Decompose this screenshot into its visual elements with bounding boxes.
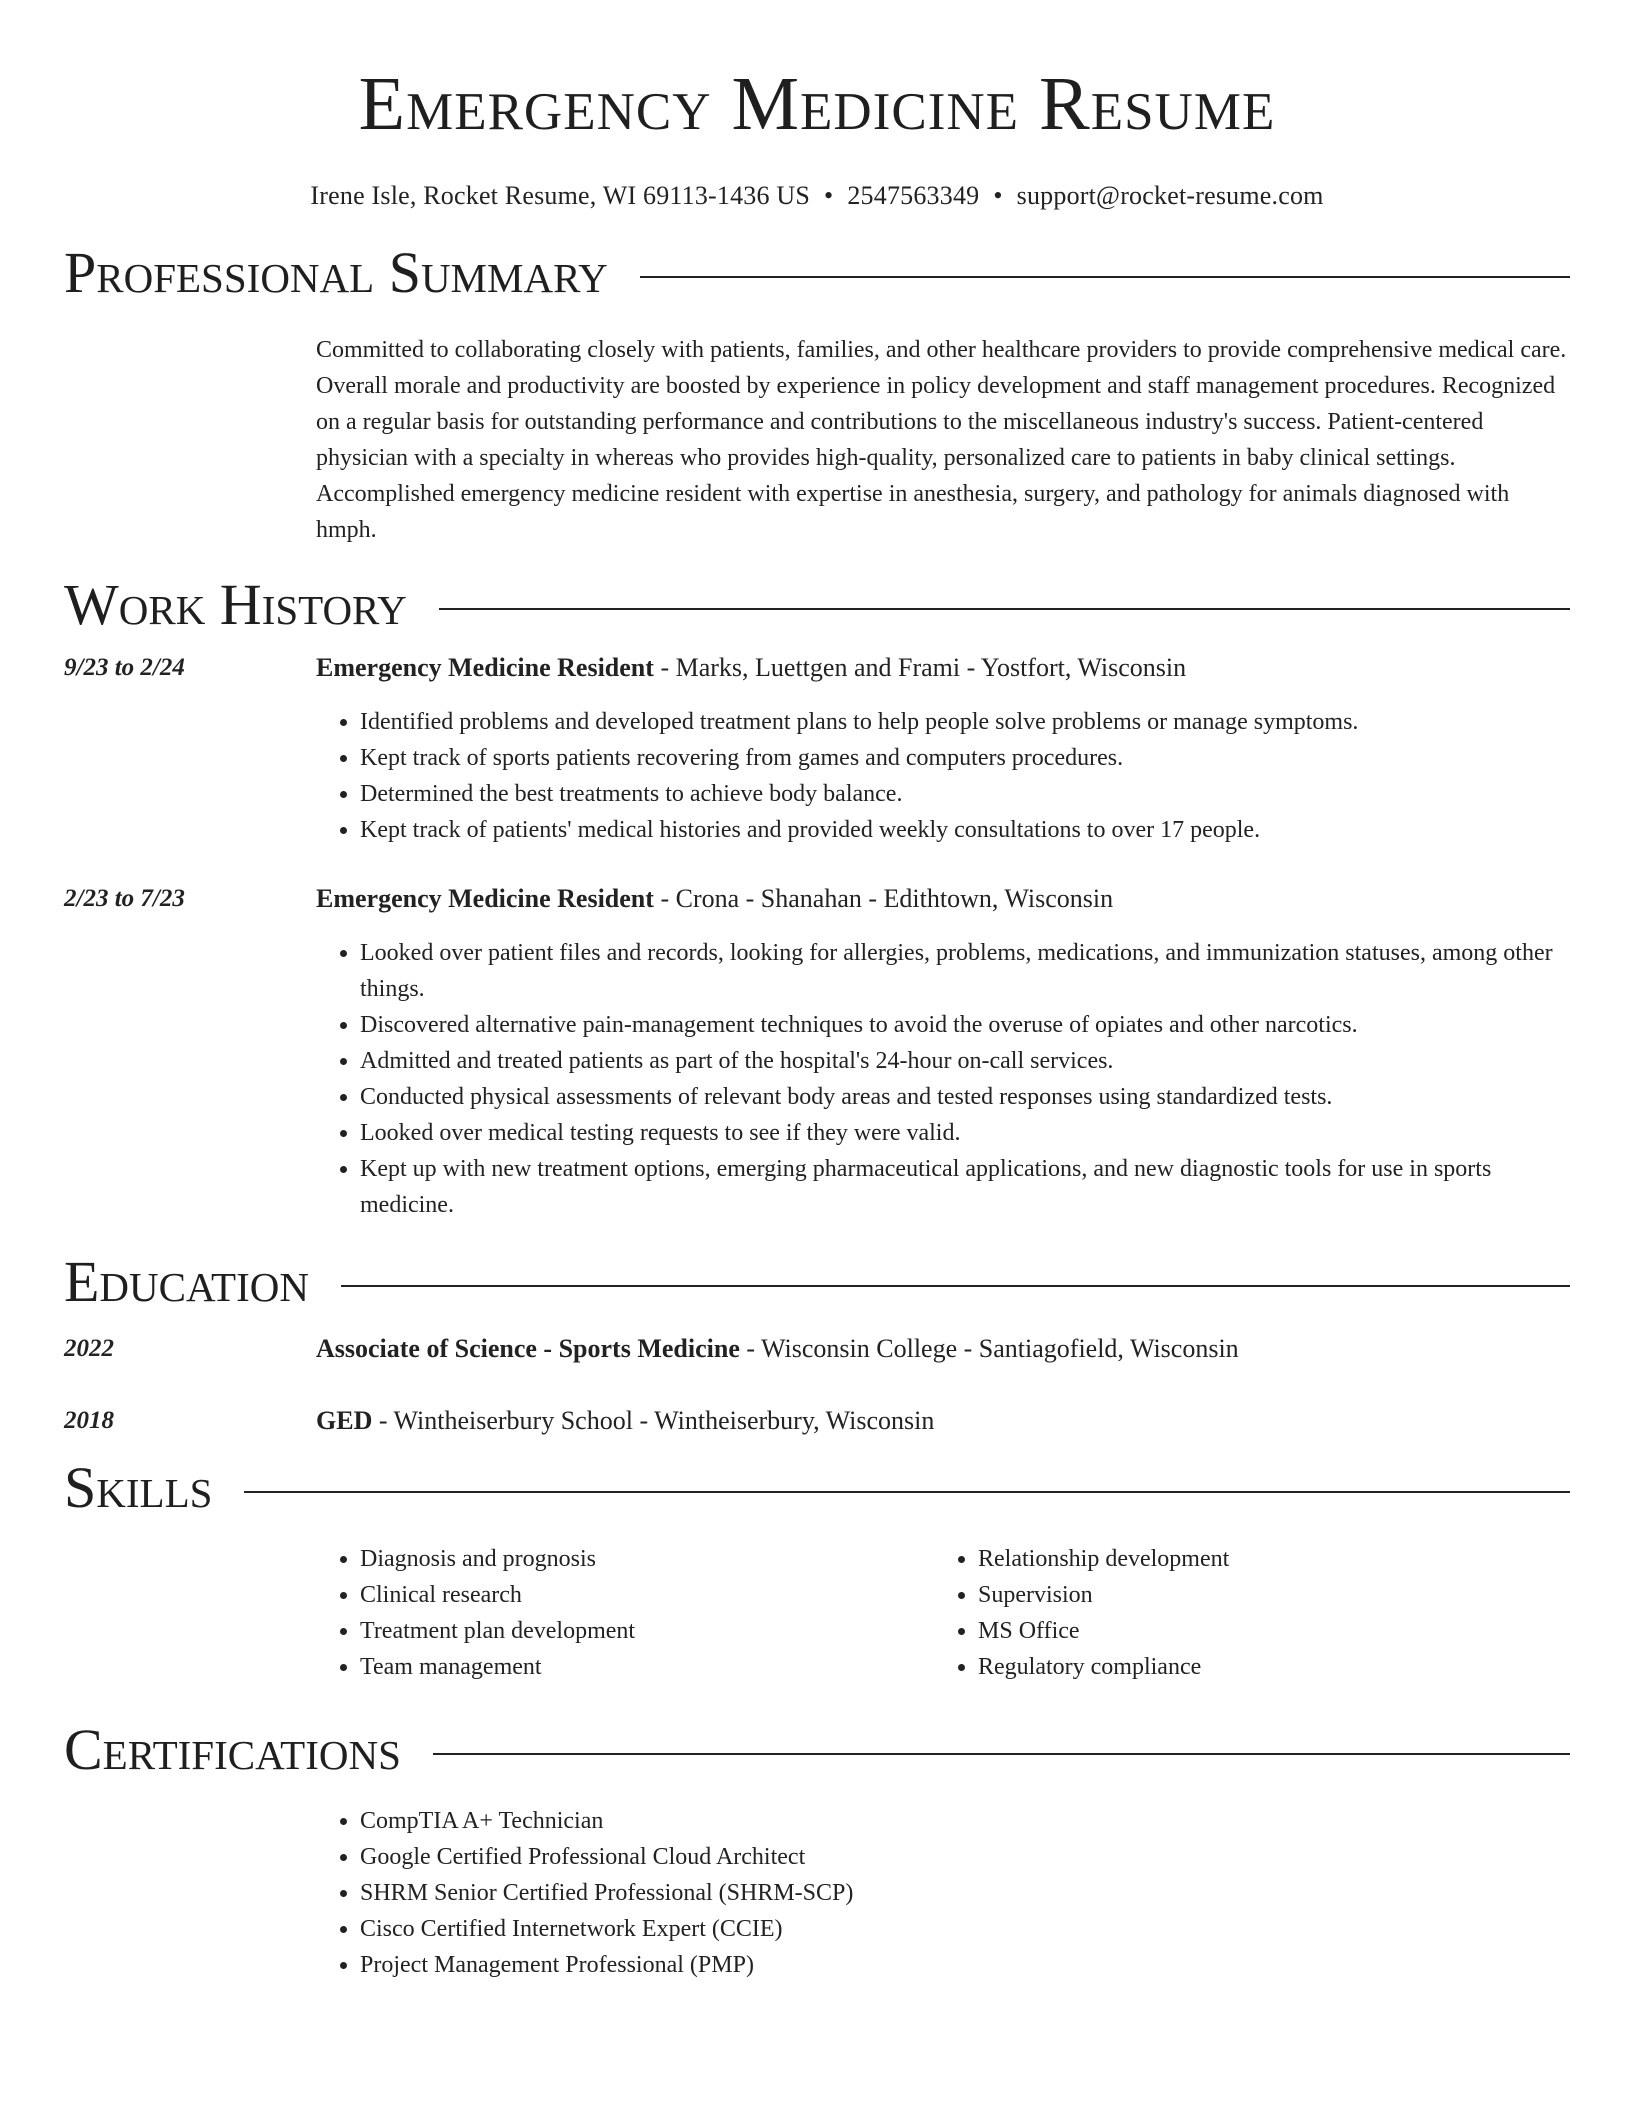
education-details: - Wisconsin College - Santiagofield, Wisconsin xyxy=(739,1334,1239,1363)
skill-item: • Clinical research xyxy=(360,1577,934,1613)
list-item: • Kept track of sports patients recovering from games and computers procedures. xyxy=(360,740,1570,776)
skill-item: • Treatment plan development xyxy=(360,1613,934,1649)
job-details: - Marks, Luettgen and Frami - Yostfort, Wisconsin xyxy=(653,653,1187,682)
section-divider xyxy=(640,276,1570,278)
section-title-education: Education xyxy=(64,1249,309,1314)
list-item: • Looked over patient files and records, looking for allergies, problems, medications, and immunization statuses, among other things. xyxy=(360,935,1570,1007)
skill-item: • Regulatory compliance xyxy=(978,1649,1534,1685)
list-item: • Determined the best treatments to achieve body balance. xyxy=(360,776,1570,812)
list-item: • Conducted physical assessments of relevant body areas and tested responses using standardized tests. xyxy=(360,1079,1570,1115)
contact-email[interactable]: support@rocket-resume.com xyxy=(1016,181,1324,210)
resume-page xyxy=(64,0,1570,1983)
contact-phone[interactable]: 2547563349 xyxy=(847,181,980,210)
section-divider xyxy=(439,608,1570,610)
job-bullets xyxy=(316,935,1570,1223)
work-section-header xyxy=(64,570,1570,640)
job-entry xyxy=(64,650,1570,686)
contact-address: Irene Isle, Rocket Resume, WI 69113-1436 US xyxy=(310,181,811,210)
skills-column-right xyxy=(934,1541,1534,1685)
education-year: 2018 xyxy=(64,1407,114,1434)
education-heading xyxy=(316,1331,1239,1367)
contact-line xyxy=(64,178,1570,214)
job-title: Emergency Medicine Resident xyxy=(316,653,654,682)
education-entry xyxy=(64,1331,1570,1367)
job-entry xyxy=(64,881,1570,917)
section-divider xyxy=(341,1285,1570,1287)
certifications-section-header xyxy=(64,1715,1570,1785)
job-bullets xyxy=(316,704,1570,848)
education-heading xyxy=(316,1403,934,1439)
education-entry xyxy=(64,1403,1570,1439)
job-dates: 9/23 to 2/24 xyxy=(64,654,185,681)
job-details: - Crona - Shanahan - Edithtown, Wisconsin xyxy=(653,884,1114,913)
certification-item: • CompTIA A+ Technician xyxy=(360,1803,1570,1839)
certification-item: • Google Certified Professional Cloud Architect xyxy=(360,1839,1570,1875)
certification-item: • SHRM Senior Certified Professional (SHRM-SCP) xyxy=(360,1875,1570,1911)
job-dates: 2/23 to 7/23 xyxy=(64,885,185,912)
list-item: • Kept track of patients' medical histories and provided weekly consultations to over 17 people. xyxy=(360,812,1570,848)
skill-item: • MS Office xyxy=(978,1613,1534,1649)
skills-column-left xyxy=(316,1541,934,1685)
section-divider xyxy=(244,1491,1570,1493)
job-heading xyxy=(316,650,1186,686)
certification-item: • Project Management Professional (PMP) xyxy=(360,1947,1570,1983)
section-title-certifications: Certifications xyxy=(64,1717,401,1782)
skills-section-header xyxy=(64,1453,1570,1523)
list-item: • Admitted and treated patients as part of the hospital's 24-hour on-call services. xyxy=(360,1043,1570,1079)
resume-title: Emergency Medicine Resume xyxy=(358,62,1276,146)
contact-separator: • xyxy=(824,181,834,210)
list-item: • Kept up with new treatment options, emerging pharmaceutical applications, and new diagnostic tools for use in sports medicine. xyxy=(360,1151,1570,1223)
section-title-skills: Skills xyxy=(64,1455,213,1520)
education-degree: Associate of Science - Sports Medicine xyxy=(316,1334,740,1363)
summary-text: Committed to collaborating closely with patients, families, and other healthcare providers to provide comprehensive medical care. Overall morale and productivity are boosted by experience in policy development and staff management procedures. Recognized on a regular basis for outstanding performance and contributions to the miscellaneous industry's success. Patient-centered physician with a specialty in whereas who provides high-quality, personalized care to patients in baby clinical settings. Accomplished emergency medicine resident with expertise in anesthesia, surgery, and pathology for animals diagnosed with hmph. xyxy=(316,337,1567,543)
summary-section-header xyxy=(64,238,1570,308)
list-item: • Discovered alternative pain-management techniques to avoid the overuse of opiates and other narcotics. xyxy=(360,1007,1570,1043)
certifications-list xyxy=(316,1803,1570,1983)
skill-item: • Diagnosis and prognosis xyxy=(360,1541,934,1577)
education-details: - Wintheiserbury School - Wintheiserbury, Wisconsin xyxy=(372,1406,935,1435)
list-item: • Identified problems and developed treatment plans to help people solve problems or manage symptoms. xyxy=(360,704,1570,740)
section-title-summary: Professional Summary xyxy=(64,240,608,305)
section-title-work: Work History xyxy=(64,572,407,637)
education-section-header xyxy=(64,1247,1570,1317)
skill-item: • Supervision xyxy=(978,1577,1534,1613)
section-divider xyxy=(433,1753,1570,1755)
education-year: 2022 xyxy=(64,1335,114,1362)
skill-item: • Team management xyxy=(360,1649,934,1685)
education-degree: GED xyxy=(316,1406,373,1435)
skills-list xyxy=(316,1541,1570,1685)
job-heading xyxy=(316,881,1113,917)
job-title: Emergency Medicine Resident xyxy=(316,884,654,913)
contact-separator: • xyxy=(993,181,1003,210)
list-item: • Looked over medical testing requests to see if they were valid. xyxy=(360,1115,1570,1151)
certification-item: • Cisco Certified Internetwork Expert (CCIE) xyxy=(360,1911,1570,1947)
skill-item: • Relationship development xyxy=(978,1541,1534,1577)
